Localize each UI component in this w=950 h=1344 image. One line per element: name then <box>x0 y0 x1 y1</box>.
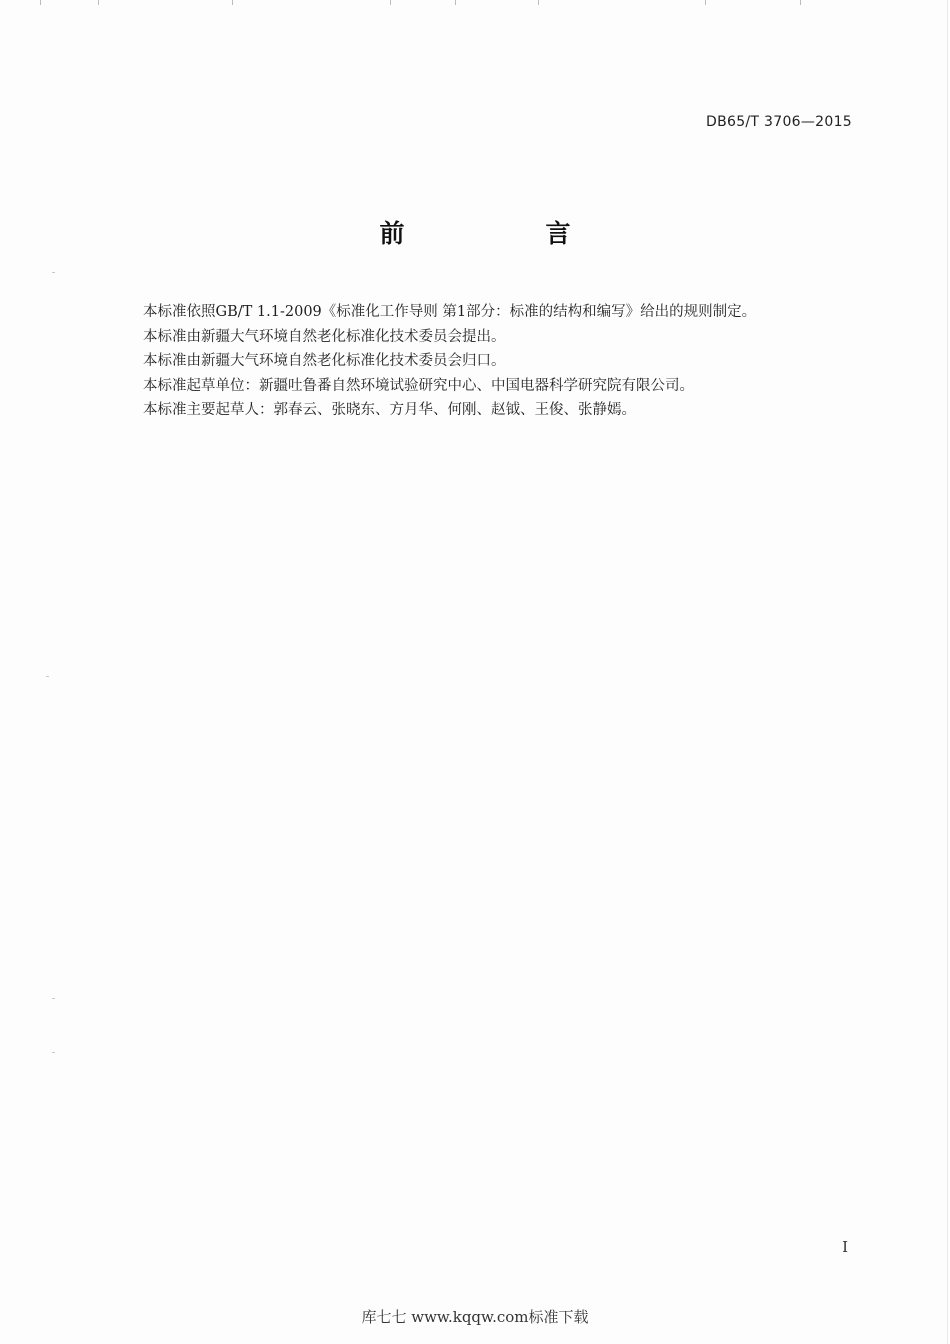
foreword-paragraph: 本标准由新疆大气环境自然老化标准化技术委员会归口。 <box>143 353 506 369</box>
page-number: I <box>842 1238 848 1256</box>
foreword-paragraph: 本标准由新疆大气环境自然老化标准化技术委员会提出。 <box>143 328 506 345</box>
foreword-paragraph: 本标准主要起草人：郭春云、张晓东、方月华、何刚、赵钺、王俊、张静嫣。 <box>143 402 636 418</box>
scan-speck <box>52 1052 55 1053</box>
foreword-paragraph: 本标准依照GB/T 1.1-2009《标准化工作导则 第1部分：标准的结构和编写》给出的规则制定。 <box>143 304 757 320</box>
scan-speck <box>52 272 55 273</box>
scan-speck <box>52 998 55 999</box>
standard-code: DB65/T 3706—2015 <box>706 114 852 130</box>
foreword-paragraph: 本标准起草单位：新疆吐鲁番自然环境试验研究中心、中国电器科学研究院有限公司。 <box>143 377 694 394</box>
scan-speck <box>46 676 49 677</box>
section-title: 前 言 <box>379 219 629 248</box>
scan-marks <box>40 0 880 6</box>
scan-edge <box>947 0 948 1344</box>
foreword-body <box>143 300 863 423</box>
download-footer: 库七七 www.kqqw.com标准下载 <box>361 1308 589 1326</box>
